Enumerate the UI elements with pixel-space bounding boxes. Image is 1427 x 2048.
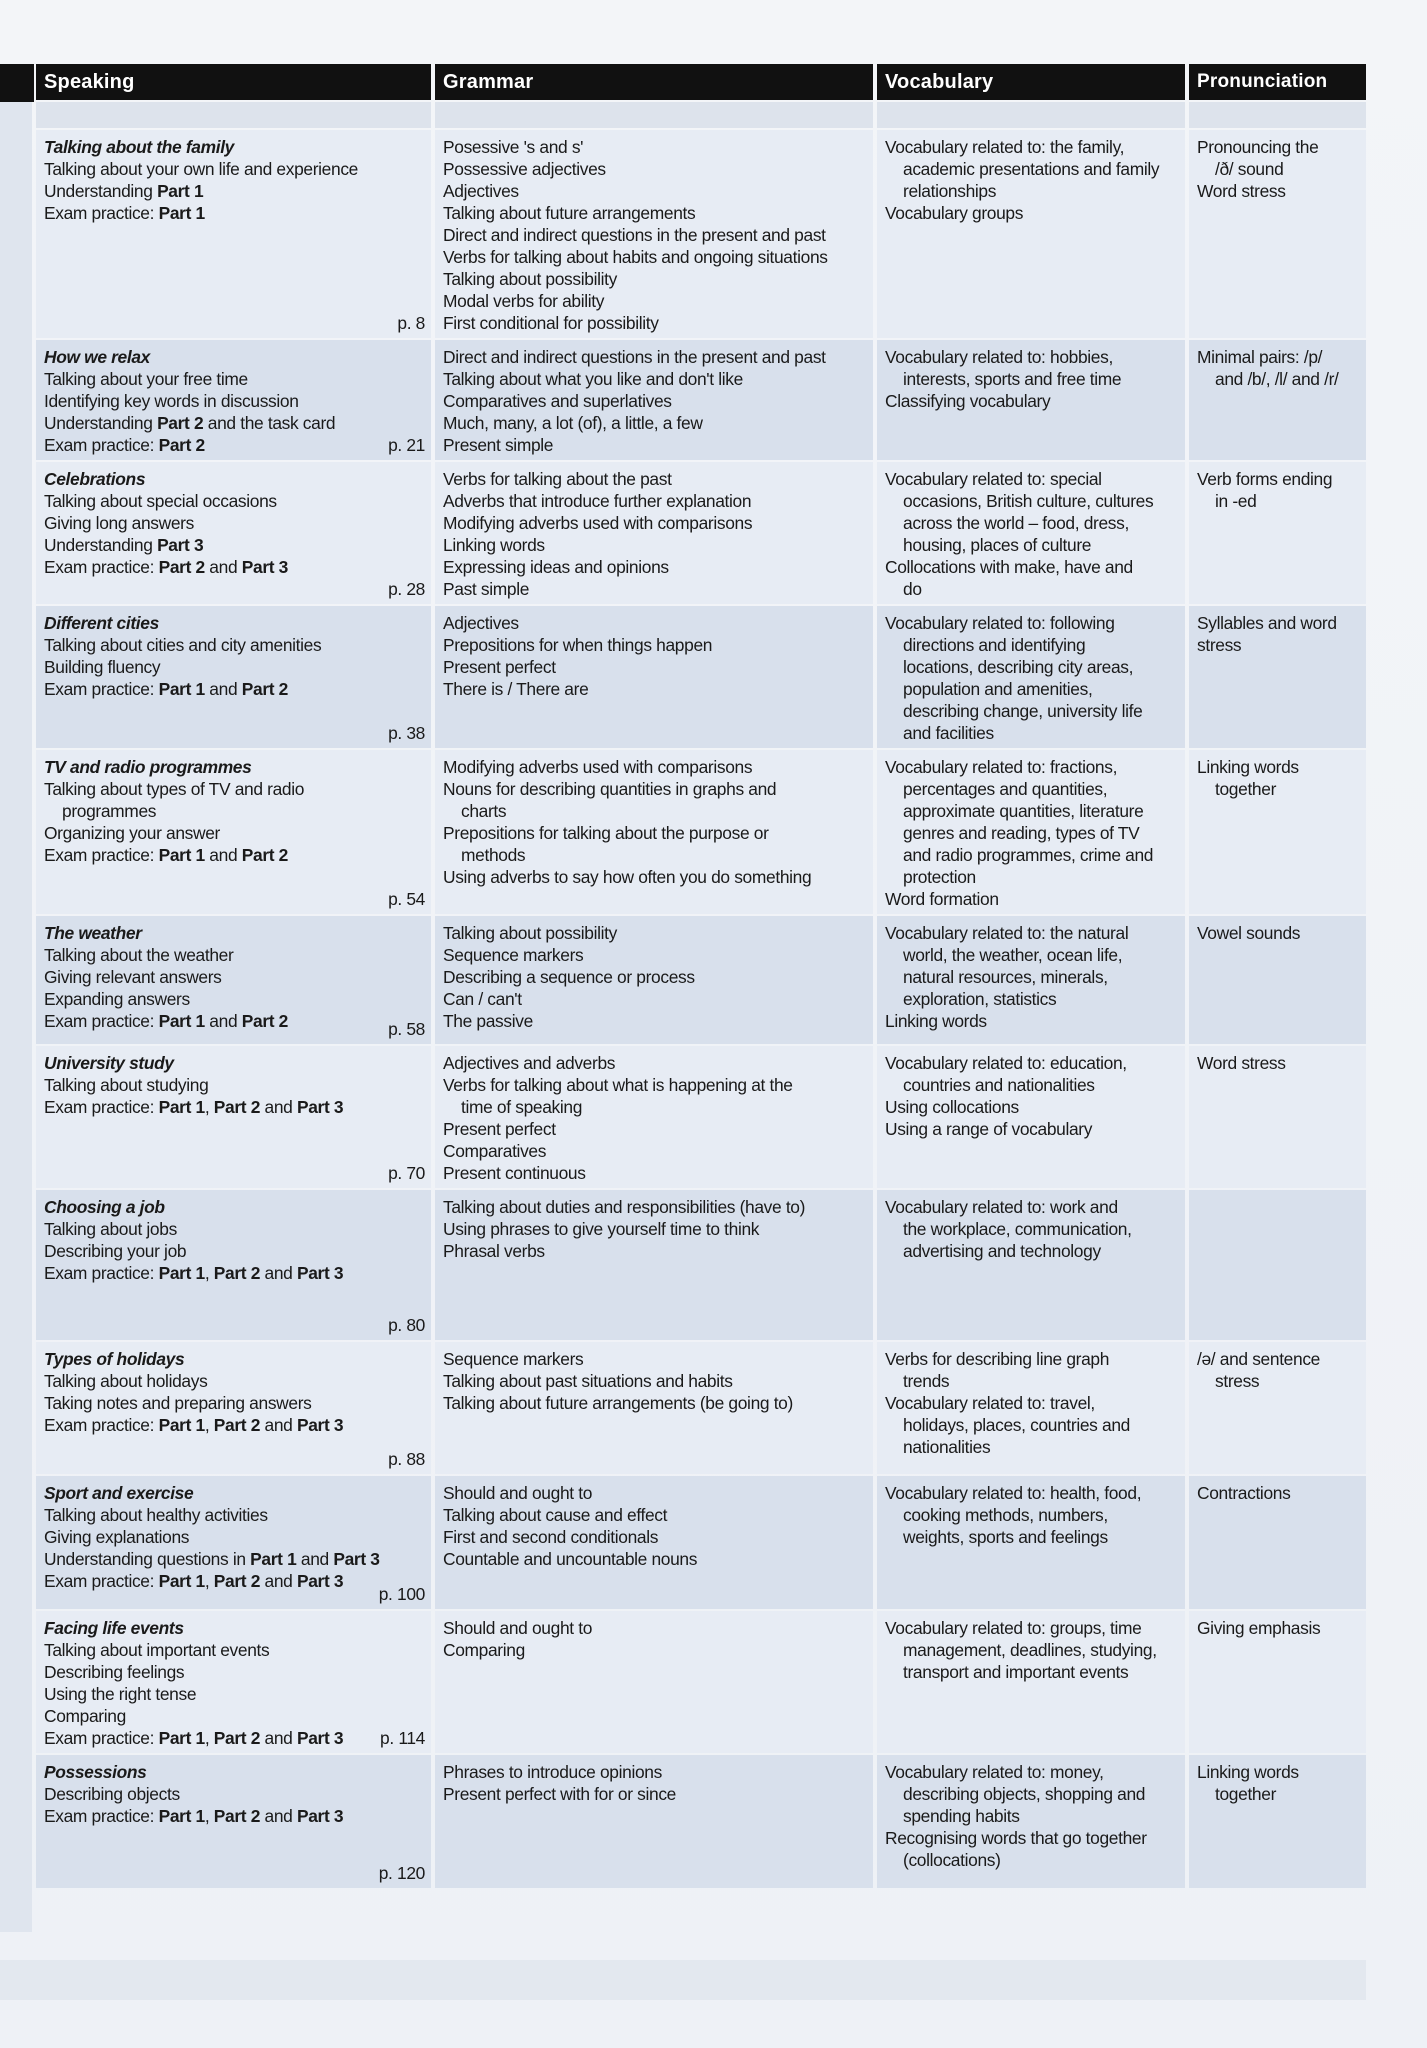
- grammar-item: Present perfect: [443, 657, 556, 677]
- speaking-item: Identifying key words in discussion: [44, 391, 299, 411]
- pronunciation-cell: [1189, 1755, 1366, 1888]
- pronunciation-item: Word stress: [1197, 181, 1286, 201]
- pronunciation-item: Word stress: [1197, 1053, 1286, 1073]
- speaking-item: Talking about types of TV and radio: [44, 779, 305, 799]
- vocabulary-item: Word formation: [885, 889, 999, 909]
- speaking-item: Talking about the weather: [44, 945, 234, 965]
- vocabulary-item: and facilities: [903, 723, 994, 743]
- grammar-item: Using adverbs to say how often you do something: [443, 867, 812, 887]
- grammar-item: Linking words: [443, 535, 545, 555]
- vocabulary-item: Using a range of vocabulary: [885, 1119, 1093, 1139]
- grammar-item: Verbs for talking about the past: [443, 469, 672, 489]
- pronunciation-cell: [1189, 606, 1366, 748]
- vocabulary-item: Vocabulary groups: [885, 203, 1024, 223]
- pronunciation-cell: [1189, 340, 1366, 460]
- grammar-item: Talking about duties and responsibilities (have to): [443, 1197, 806, 1217]
- pronunciation-cell: [1189, 1611, 1366, 1753]
- vocabulary-item: Vocabulary related to: work and: [885, 1197, 1118, 1217]
- grammar-item: Prepositions for when things happen: [443, 635, 713, 655]
- speaking-item: Understanding Part 1: [44, 181, 204, 201]
- grammar-item: Talking about cause and effect: [443, 1505, 668, 1525]
- unit-row: [36, 1190, 1366, 1340]
- grammar-item: Describing a sequence or process: [443, 967, 695, 987]
- grammar-cell: [435, 1611, 873, 1753]
- vocabulary-item: Vocabulary related to: the family,: [885, 137, 1125, 157]
- unit-title: Talking about the family: [44, 137, 235, 157]
- vocabulary-item: genres and reading, types of TV: [903, 823, 1140, 843]
- vocabulary-item: natural resources, minerals,: [903, 967, 1108, 987]
- grammar-cell: [435, 1342, 873, 1474]
- unit-row: [36, 1476, 1366, 1609]
- vocabulary-item: academic presentations and family: [903, 159, 1160, 179]
- grammar-item: First and second conditionals: [443, 1527, 659, 1547]
- grammar-item: methods: [461, 845, 526, 865]
- grammar-item: Talking about future arrangements: [443, 203, 696, 223]
- page-reference: p. 88: [388, 1449, 425, 1469]
- grammar-item: The passive: [443, 1011, 533, 1031]
- unit-row: [36, 916, 1366, 1044]
- pronunciation-cell: [1189, 750, 1366, 914]
- vocabulary-item: exploration, statistics: [903, 989, 1057, 1009]
- left-shade: [0, 102, 32, 1932]
- vocabulary-cell: [877, 340, 1185, 460]
- speaking-item: Exam practice: Part 1, Part 2 and Part 3: [44, 1806, 344, 1826]
- grammar-item: Modal verbs for ability: [443, 291, 605, 311]
- grammar-cell: [435, 1190, 873, 1340]
- pronunciation-cell: [1189, 462, 1366, 604]
- vocabulary-item: Vocabulary related to: fractions,: [885, 757, 1118, 777]
- page-reference: p. 114: [380, 1728, 425, 1748]
- vocabulary-item: Vocabulary related to: special: [885, 469, 1102, 489]
- vocabulary-item: and radio programmes, crime and: [903, 845, 1154, 865]
- speaking-cell: [36, 1342, 431, 1474]
- grammar-item: Present continuous: [443, 1163, 586, 1183]
- vocabulary-item: Vocabulary related to: groups, time: [885, 1618, 1142, 1638]
- unit-row: [36, 1611, 1366, 1753]
- pronunciation-cell: [1189, 1190, 1366, 1340]
- contents-body: [36, 102, 1366, 1888]
- vocabulary-item: cooking methods, numbers,: [903, 1505, 1108, 1525]
- unit-title: Choosing a job: [44, 1197, 165, 1217]
- header-row: [36, 64, 1366, 100]
- grammar-item: Should and ought to: [443, 1483, 593, 1503]
- speaking-cell: [36, 1755, 431, 1888]
- speaking-item: Talking about cities and city amenities: [44, 635, 322, 655]
- speaking-cell: [36, 750, 431, 914]
- grammar-item: Direct and indirect questions in the present and past: [443, 225, 826, 245]
- pronunciation-item: Verb forms ending: [1197, 469, 1333, 489]
- speaking-item: Exam practice: Part 1 and Part 2: [44, 679, 288, 699]
- spacer-band: [36, 102, 1366, 128]
- speaking-item: Describing feelings: [44, 1662, 185, 1682]
- page-reference: p. 21: [388, 435, 425, 455]
- vocabulary-cell: [877, 1190, 1185, 1340]
- speaking-item: Talking about your free time: [44, 369, 248, 389]
- grammar-item: Adjectives: [443, 613, 519, 633]
- speaking-item: Talking about holidays: [44, 1371, 208, 1391]
- grammar-item: Can / can't: [443, 989, 522, 1009]
- header-left-strip: [0, 64, 34, 102]
- speaking-cell: [36, 1190, 431, 1340]
- contents-table: [32, 62, 1370, 1890]
- pronunciation-cell: [1189, 1476, 1366, 1609]
- vocabulary-cell: [877, 130, 1185, 338]
- speaking-item: Exam practice: Part 1, Part 2 and Part 3: [44, 1728, 344, 1748]
- grammar-item: Modifying adverbs used with comparisons: [443, 757, 753, 777]
- vocabulary-item: directions and identifying: [903, 635, 1086, 655]
- grammar-item: Expressing ideas and opinions: [443, 557, 669, 577]
- grammar-cell: [435, 340, 873, 460]
- vocabulary-item: occasions, British culture, cultures: [903, 491, 1154, 511]
- unit-row: [36, 1342, 1366, 1474]
- speaking-item: Exam practice: Part 1 and Part 2: [44, 1011, 288, 1031]
- vocabulary-cell: [877, 750, 1185, 914]
- vocabulary-item: holidays, places, countries and: [903, 1415, 1130, 1435]
- vocabulary-item: transport and important events: [903, 1662, 1129, 1682]
- vocabulary-item: do: [903, 579, 922, 599]
- grammar-cell: [435, 1755, 873, 1888]
- speaking-cell: [36, 916, 431, 1044]
- grammar-item: time of speaking: [461, 1097, 583, 1117]
- speaking-item: Exam practice: Part 1, Part 2 and Part 3: [44, 1571, 344, 1591]
- unit-title: The weather: [44, 923, 142, 943]
- page-reference: p. 120: [378, 1863, 425, 1883]
- grammar-item: Modifying adverbs used with comparisons: [443, 513, 753, 533]
- page-reference: p. 100: [378, 1584, 425, 1604]
- grammar-cell: [435, 1046, 873, 1188]
- vocabulary-item: spending habits: [903, 1806, 1020, 1826]
- speaking-item: Expanding answers: [44, 989, 190, 1009]
- unit-row: [36, 1046, 1366, 1188]
- unit-title: University study: [44, 1053, 174, 1073]
- vocabulary-item: protection: [903, 867, 976, 887]
- vocabulary-cell: [877, 1342, 1185, 1474]
- vocabulary-item: population and amenities,: [903, 679, 1093, 699]
- vocabulary-item: Linking words: [885, 1011, 987, 1031]
- header-pronunciation: Pronunciation: [1189, 64, 1366, 100]
- grammar-item: Much, many, a lot (of), a little, a few: [443, 413, 703, 433]
- grammar-cell: [435, 1476, 873, 1609]
- grammar-item: charts: [461, 801, 507, 821]
- grammar-item: Comparatives: [443, 1141, 547, 1161]
- unit-row: [36, 1755, 1366, 1888]
- vocabulary-item: Vocabulary related to: travel,: [885, 1393, 1095, 1413]
- vocabulary-item: Vocabulary related to: money,: [885, 1762, 1104, 1782]
- grammar-item: Should and ought to: [443, 1618, 593, 1638]
- speaking-item: Giving relevant answers: [44, 967, 222, 987]
- grammar-item: Past simple: [443, 579, 530, 599]
- unit-row: [36, 606, 1366, 748]
- grammar-cell: [435, 750, 873, 914]
- vocabulary-cell: [877, 606, 1185, 748]
- speaking-item: Exam practice: Part 2: [44, 435, 205, 455]
- vocabulary-item: describing change, university life: [903, 701, 1143, 721]
- unit-title: Facing life events: [44, 1618, 184, 1638]
- vocabulary-item: Vocabulary related to: education,: [885, 1053, 1127, 1073]
- pronunciation-cell: [1189, 130, 1366, 338]
- speaking-item: Building fluency: [44, 657, 161, 677]
- vocabulary-item: Vocabulary related to: hobbies,: [885, 347, 1113, 367]
- speaking-item: Exam practice: Part 1, Part 2 and Part 3: [44, 1097, 344, 1117]
- grammar-item: Possessive adjectives: [443, 159, 606, 179]
- grammar-item: Verbs for talking about what is happening at the: [443, 1075, 793, 1095]
- speaking-cell: [36, 340, 431, 460]
- vocabulary-item: advertising and technology: [903, 1241, 1101, 1261]
- grammar-item: Talking about possibility: [443, 923, 617, 943]
- unit-title: Possessions: [44, 1762, 147, 1782]
- page-reference: p. 80: [388, 1315, 425, 1335]
- speaking-cell: [36, 462, 431, 604]
- speaking-item: Talking about special occasions: [44, 491, 277, 511]
- speaking-item: Exam practice: Part 1 and Part 2: [44, 845, 288, 865]
- pronunciation-item: Vowel sounds: [1197, 923, 1301, 943]
- vocabulary-cell: [877, 462, 1185, 604]
- speaking-cell: [36, 606, 431, 748]
- vocabulary-item: across the world – food, dress,: [903, 513, 1129, 533]
- grammar-item: Nouns for describing quantities in graphs and: [443, 779, 777, 799]
- vocabulary-item: Vocabulary related to: health, food,: [885, 1483, 1142, 1503]
- grammar-item: Talking about past situations and habits: [443, 1371, 733, 1391]
- speaking-item: Exam practice: Part 1: [44, 203, 205, 223]
- pronunciation-item: Linking words: [1197, 757, 1299, 777]
- pronunciation-cell: [1189, 1342, 1366, 1474]
- vocabulary-item: countries and nationalities: [903, 1075, 1095, 1095]
- vocabulary-cell: [877, 1476, 1185, 1609]
- speaking-cell: [36, 1046, 431, 1188]
- speaking-item: Exam practice: Part 1, Part 2 and Part 3: [44, 1415, 344, 1435]
- grammar-item: Adverbs that introduce further explanation: [443, 491, 752, 511]
- unit-row: [36, 130, 1366, 338]
- grammar-item: Present simple: [443, 435, 554, 455]
- unit-title: Different cities: [44, 613, 159, 633]
- vocabulary-cell: [877, 1611, 1185, 1753]
- grammar-item: Posessive 's and s': [443, 137, 584, 157]
- unit-row: [36, 340, 1366, 460]
- speaking-item: programmes: [62, 801, 157, 821]
- grammar-cell: [435, 916, 873, 1044]
- vocabulary-item: management, deadlines, studying,: [903, 1640, 1157, 1660]
- page-reference: p. 38: [388, 723, 425, 743]
- page-reference: p. 28: [388, 579, 425, 599]
- vocabulary-item: describing objects, shopping and: [903, 1784, 1146, 1804]
- pronunciation-item: Linking words: [1197, 1762, 1299, 1782]
- page-reference: p. 8: [397, 313, 425, 333]
- speaking-item: Understanding Part 2 and the task card: [44, 413, 336, 433]
- vocabulary-item: Vocabulary related to: following: [885, 613, 1115, 633]
- grammar-cell: [435, 130, 873, 338]
- speaking-item: Giving explanations: [44, 1527, 190, 1547]
- grammar-item: Sequence markers: [443, 945, 584, 965]
- grammar-item: Present perfect with for or since: [443, 1784, 676, 1804]
- grammar-item: Adjectives and adverbs: [443, 1053, 616, 1073]
- pronunciation-item: in -ed: [1215, 491, 1257, 511]
- vocabulary-item: trends: [903, 1371, 950, 1391]
- speaking-item: Exam practice: Part 1, Part 2 and Part 3: [44, 1263, 344, 1283]
- grammar-item: There is / There are: [443, 679, 589, 699]
- vocabulary-item: nationalities: [903, 1437, 991, 1457]
- vocabulary-item: Using collocations: [885, 1097, 1019, 1117]
- pronunciation-item: stress: [1197, 635, 1242, 655]
- grammar-item: First conditional for possibility: [443, 313, 659, 333]
- header-speaking: Speaking: [36, 64, 431, 100]
- speaking-item: Using the right tense: [44, 1684, 197, 1704]
- speaking-item: Talking about important events: [44, 1640, 270, 1660]
- grammar-item: Phrasal verbs: [443, 1241, 545, 1261]
- pronunciation-item: Contractions: [1197, 1483, 1291, 1503]
- vocabulary-item: world, the weather, ocean life,: [903, 945, 1123, 965]
- pronunciation-item: Pronouncing the: [1197, 137, 1319, 157]
- pronunciation-item: Minimal pairs: /p/: [1197, 347, 1323, 367]
- pronunciation-item: together: [1215, 779, 1277, 799]
- vocabulary-item: locations, describing city areas,: [903, 657, 1134, 677]
- vocabulary-item: relationships: [903, 181, 997, 201]
- pronunciation-cell: [1189, 916, 1366, 1044]
- pronunciation-cell: [1189, 1046, 1366, 1188]
- pronunciation-item: Syllables and word: [1197, 613, 1337, 633]
- page-reference: p. 58: [388, 1019, 425, 1039]
- speaking-item: Taking notes and preparing answers: [44, 1393, 312, 1413]
- unit-title: Types of holidays: [44, 1349, 185, 1369]
- grammar-item: Phrases to introduce opinions: [443, 1762, 662, 1782]
- pronunciation-item: Giving emphasis: [1197, 1618, 1321, 1638]
- speaking-item: Describing your job: [44, 1241, 187, 1261]
- speaking-cell: [36, 1611, 431, 1753]
- speaking-item: Talking about healthy activities: [44, 1505, 268, 1525]
- vocabulary-item: Recognising words that go together: [885, 1828, 1147, 1848]
- vocabulary-item: the workplace, communication,: [903, 1219, 1132, 1239]
- grammar-item: Verbs for talking about habits and ongoing situations: [443, 247, 828, 267]
- speaking-item: Talking about jobs: [44, 1219, 177, 1239]
- speaking-cell: [36, 130, 431, 338]
- vocabulary-item: interests, sports and free time: [903, 369, 1122, 389]
- header-vocabulary: Vocabulary: [877, 64, 1185, 100]
- speaking-cell: [36, 1476, 431, 1609]
- speaking-item: Understanding Part 3: [44, 535, 204, 555]
- grammar-cell: [435, 462, 873, 604]
- unit-row: [36, 750, 1366, 914]
- grammar-item: Using phrases to give yourself time to think: [443, 1219, 760, 1239]
- unit-title: How we relax: [44, 347, 150, 367]
- pronunciation-item: stress: [1215, 1371, 1260, 1391]
- vocabulary-item: weights, sports and feelings: [903, 1527, 1108, 1547]
- speaking-item: Describing objects: [44, 1784, 180, 1804]
- vocabulary-item: Vocabulary related to: the natural: [885, 923, 1129, 943]
- page-reference: p. 54: [388, 889, 425, 909]
- vocabulary-item: (collocations): [903, 1850, 1001, 1870]
- unit-title: Sport and exercise: [44, 1483, 194, 1503]
- speaking-item: Organizing your answer: [44, 823, 220, 843]
- pronunciation-item: /ð/ sound: [1215, 159, 1284, 179]
- unit-title: TV and radio programmes: [44, 757, 252, 777]
- vocabulary-item: Verbs for describing line graph: [885, 1349, 1110, 1369]
- grammar-item: Talking about possibility: [443, 269, 617, 289]
- vocabulary-item: Classifying vocabulary: [885, 391, 1051, 411]
- grammar-item: Direct and indirect questions in the present and past: [443, 347, 826, 367]
- grammar-item: Adjectives: [443, 181, 519, 201]
- grammar-item: Talking about what you like and don't like: [443, 369, 743, 389]
- speaking-item: Exam practice: Part 2 and Part 3: [44, 557, 288, 577]
- speaking-item: Comparing: [44, 1706, 126, 1726]
- pronunciation-item: and /b/, /l/ and /r/: [1215, 369, 1339, 389]
- grammar-item: Talking about future arrangements (be going to): [443, 1393, 793, 1413]
- grammar-cell: [435, 606, 873, 748]
- unit-row: [36, 462, 1366, 604]
- grammar-item: Countable and uncountable nouns: [443, 1549, 698, 1569]
- grammar-item: Sequence markers: [443, 1349, 584, 1369]
- vocabulary-cell: [877, 916, 1185, 1044]
- grammar-item: Present perfect: [443, 1119, 556, 1139]
- speaking-item: Understanding questions in Part 1 and Part 3: [44, 1549, 380, 1569]
- grammar-item: Comparing: [443, 1640, 525, 1660]
- unit-title: Celebrations: [44, 469, 146, 489]
- bottom-band: [0, 1960, 1366, 2000]
- vocabulary-item: approximate quantities, literature: [903, 801, 1144, 821]
- speaking-item: Talking about studying: [44, 1075, 209, 1095]
- vocabulary-item: housing, places of culture: [903, 535, 1092, 555]
- grammar-item: Prepositions for talking about the purpose or: [443, 823, 769, 843]
- vocabulary-item: percentages and quantities,: [903, 779, 1108, 799]
- speaking-item: Talking about your own life and experience: [44, 159, 358, 179]
- vocabulary-cell: [877, 1755, 1185, 1888]
- pronunciation-item: /ə/ and sentence: [1197, 1349, 1320, 1369]
- pronunciation-item: together: [1215, 1784, 1277, 1804]
- vocabulary-item: Collocations with make, have and: [885, 557, 1133, 577]
- header-grammar: Grammar: [435, 64, 873, 100]
- grammar-item: Comparatives and superlatives: [443, 391, 672, 411]
- page-reference: p. 70: [388, 1163, 425, 1183]
- vocabulary-cell: [877, 1046, 1185, 1188]
- speaking-item: Giving long answers: [44, 513, 194, 533]
